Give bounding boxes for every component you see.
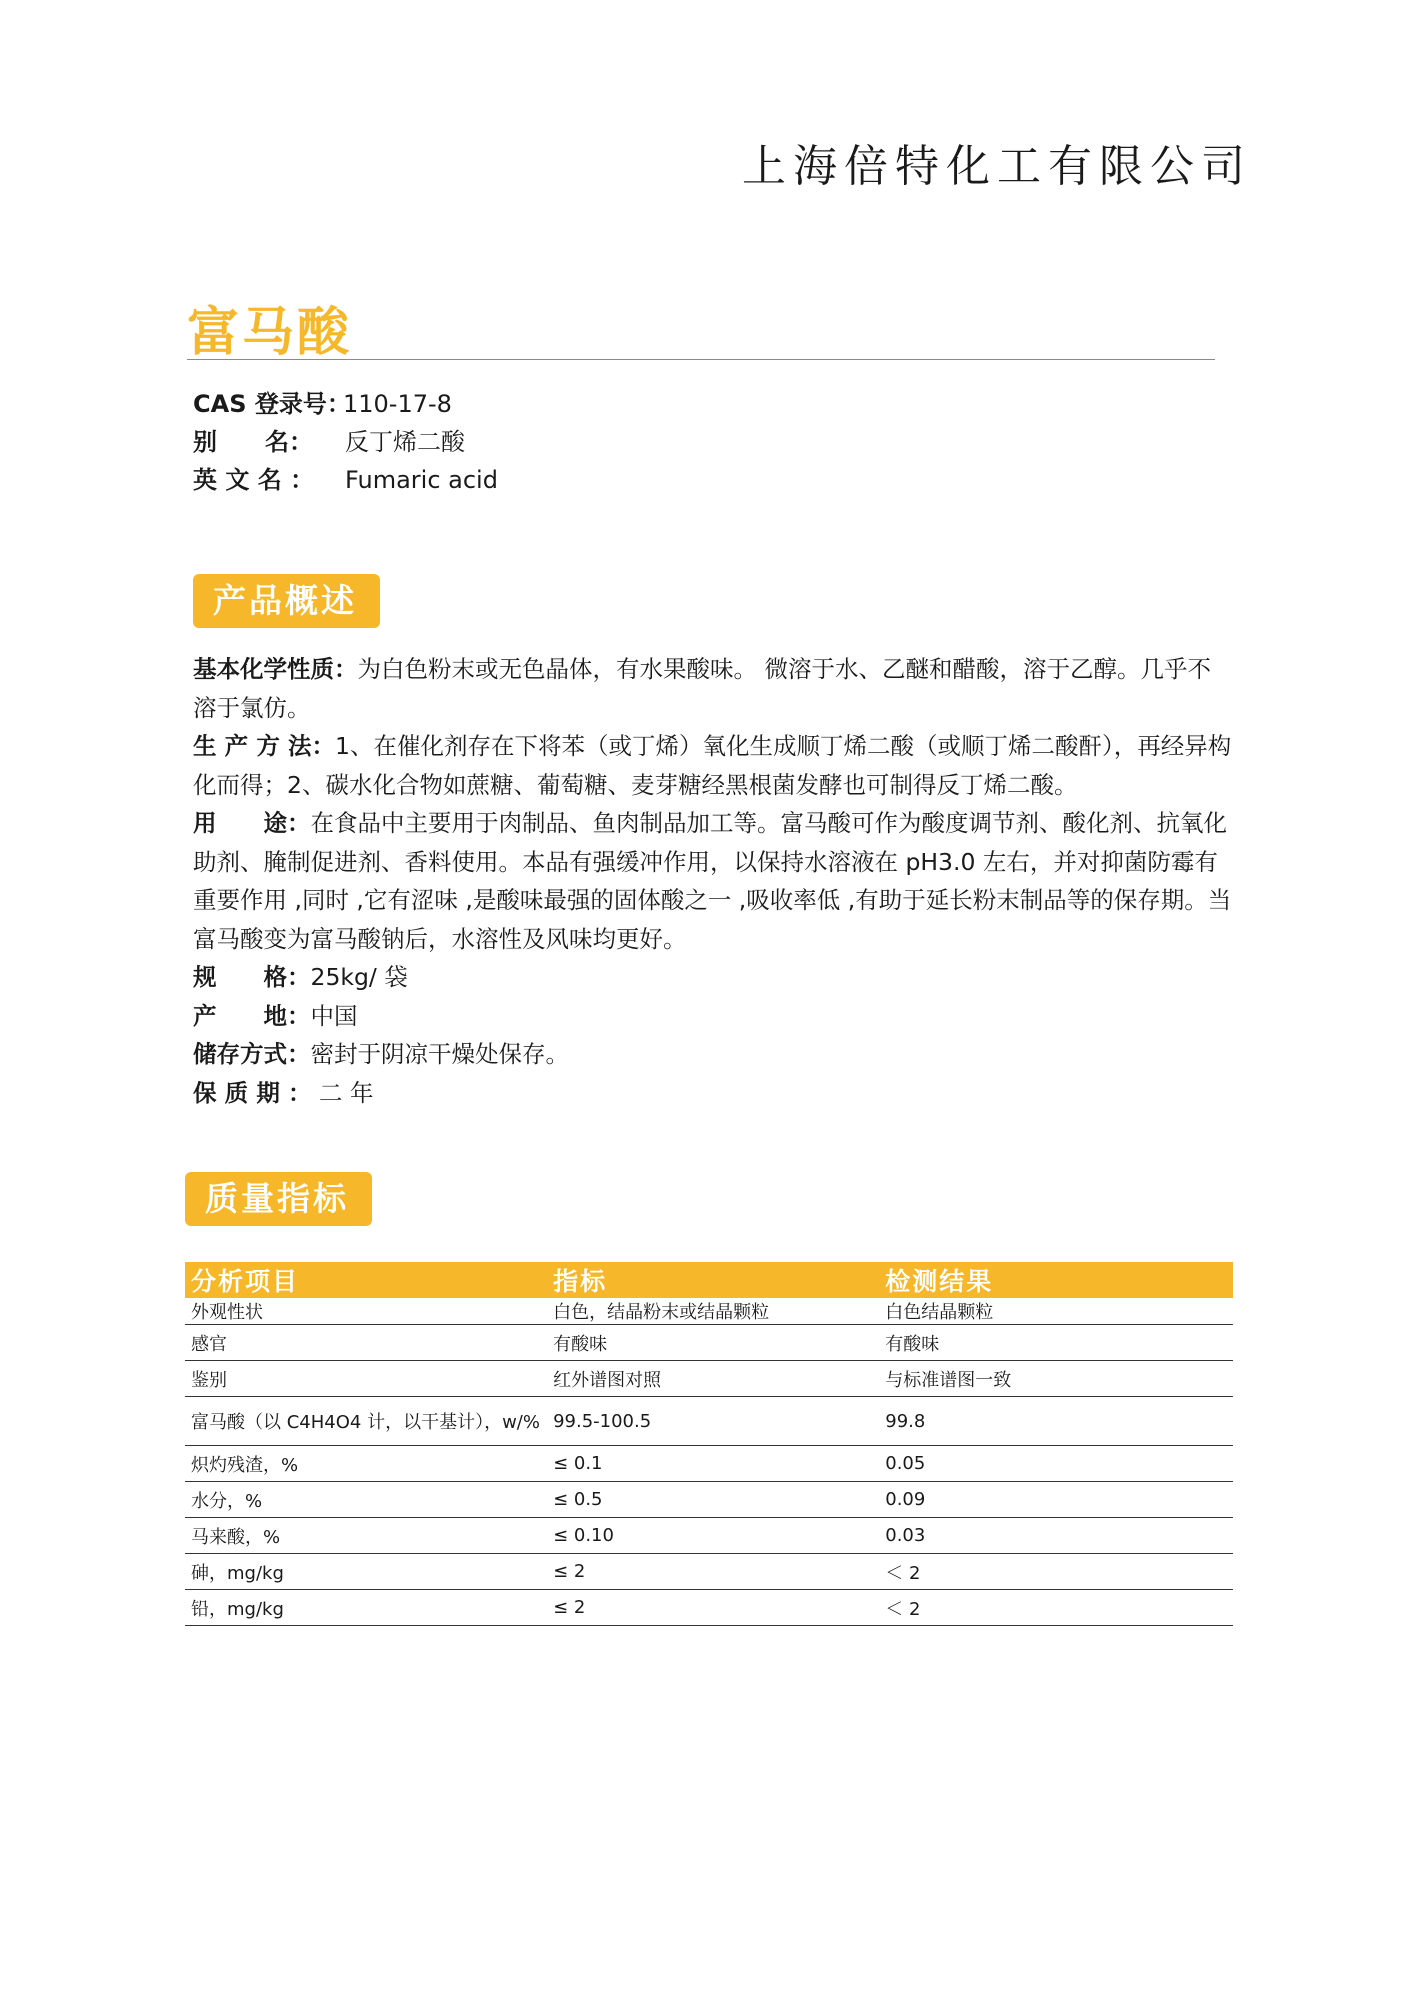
- product-title: 富马酸: [187, 303, 353, 363]
- overview-label: 产 地：: [193, 1001, 311, 1030]
- basic-info: [193, 385, 498, 499]
- table-row: [185, 1518, 1233, 1554]
- alias-label: 别 名：: [193, 428, 313, 456]
- table-row: [185, 1590, 1233, 1626]
- table-cell: 0.03: [879, 1518, 1233, 1554]
- table-cell: 水分，%: [185, 1482, 547, 1518]
- overview-item: [193, 804, 1233, 958]
- english-name-row: [193, 461, 498, 499]
- cas-row: [193, 385, 498, 423]
- overview-value: 在食品中主要用于肉制品、鱼肉制品加工等。富马酸可作为酸度调节剂、酸化剂、抗氧化助剂、腌制促进剂、香料使用。本品有强缓冲作用，以保持水溶液在 pH3.0 左右，并对抑菌防霉有重要作用 ,同时 ,它有涩味 ,是酸味最强的固体酸之一 ,吸收率低 ,有助于延长粉末制品等的保存期。当富马酸变为富马酸钠后，水溶性及风味均更好。: [193, 809, 1232, 953]
- table-row: [185, 1482, 1233, 1518]
- overview-label: 基本化学性质：: [193, 655, 358, 683]
- table-cell: 白色，结晶粉末或结晶颗粒: [547, 1298, 879, 1325]
- overview-item: [193, 727, 1233, 804]
- table-cell: 99.5-100.5: [547, 1397, 879, 1446]
- table-cell: 感官: [185, 1325, 547, 1361]
- overview-item: [193, 958, 1233, 997]
- company-name: 上海倍特化工有限公司: [742, 141, 1252, 192]
- table-cell: 马来酸，%: [185, 1518, 547, 1554]
- table-cell: ≤ 0.5: [547, 1482, 879, 1518]
- english-name-label: 英 文 名 ：: [193, 466, 315, 494]
- overview-label: 用 途：: [193, 809, 311, 837]
- table-cell: 白色结晶颗粒: [879, 1298, 1233, 1325]
- table-row: [185, 1397, 1233, 1446]
- overview-value: 中国: [310, 1001, 358, 1030]
- table-cell: 有酸味: [547, 1325, 879, 1361]
- cas-label: CAS 登录号：: [193, 390, 351, 418]
- table-row: [185, 1446, 1233, 1482]
- cas-value: 110-17-8: [343, 390, 452, 418]
- table-cell: 有酸味: [879, 1325, 1233, 1361]
- column-header-result: 检测结果: [879, 1262, 1233, 1298]
- overview-label: 储存方式：: [193, 1040, 311, 1068]
- table-cell: 99.8: [879, 1397, 1233, 1446]
- overview-item: [193, 1035, 1233, 1074]
- overview-value: 密封于阴凉干燥处保存。: [310, 1040, 569, 1068]
- table-cell: ≤ 2: [547, 1554, 879, 1590]
- overview-value: 二 年: [311, 1078, 374, 1107]
- product-overview: [193, 650, 1233, 1112]
- overview-item: [193, 650, 1233, 727]
- table-row: [185, 1554, 1233, 1590]
- table-header-row: [185, 1262, 1233, 1298]
- table-cell: ≤ 2: [547, 1590, 879, 1626]
- quality-spec-table: [185, 1262, 1233, 1626]
- table-row: [185, 1325, 1233, 1361]
- overview-value: 1、在催化剂存在下将苯（或丁烯）氧化生成顺丁烯二酸（或顺丁烯二酸酐），再经异构化而得；2、碳水化合物如蔗糖、葡萄糖、麦芽糖经黑根菌发酵也可制得反丁烯二酸。: [193, 732, 1232, 799]
- column-header-item: 分析项目: [185, 1262, 547, 1298]
- table-row: [185, 1298, 1233, 1325]
- overview-item: [193, 1074, 1233, 1113]
- overview-item: [193, 997, 1233, 1036]
- table-cell: 富马酸（以 C4H4O4 计，以干基计），w/%: [185, 1397, 547, 1446]
- alias-value: 反丁烯二酸: [345, 428, 465, 456]
- table-cell: 0.09: [879, 1482, 1233, 1518]
- table-cell: ≤ 0.10: [547, 1518, 879, 1554]
- title-divider: [187, 359, 1215, 360]
- overview-label: 生 产 方 法：: [193, 732, 336, 760]
- table-cell: ≤ 0.1: [547, 1446, 879, 1482]
- table-cell: ＜ 2: [879, 1590, 1233, 1626]
- section-tag-overview: 产品概述: [193, 574, 380, 628]
- alias-row: [193, 423, 498, 461]
- table-row: [185, 1361, 1233, 1397]
- overview-label: 保 质 期 ：: [193, 1078, 312, 1107]
- table-cell: 炽灼残渣，%: [185, 1446, 547, 1482]
- table-cell: 铅，mg/kg: [185, 1590, 547, 1626]
- overview-value: 25kg/ 袋: [310, 963, 408, 991]
- section-tag-quality: 质量指标: [185, 1172, 372, 1226]
- table-cell: 红外谱图对照: [547, 1361, 879, 1397]
- column-header-spec: 指标: [547, 1262, 879, 1298]
- table-cell: 外观性状: [185, 1298, 547, 1325]
- table-cell: ＜ 2: [879, 1554, 1233, 1590]
- overview-value: 为白色粉末或无色晶体，有水果酸味。 微溶于水、乙醚和醋酸，溶于乙醇。几乎不溶于氯仿。: [193, 655, 1211, 722]
- table-cell: 砷，mg/kg: [185, 1554, 547, 1590]
- table-cell: 鉴别: [185, 1361, 547, 1397]
- overview-label: 规 格：: [193, 963, 311, 991]
- table-cell: 与标准谱图一致: [879, 1361, 1233, 1397]
- english-name-value: Fumaric acid: [345, 466, 498, 494]
- table-cell: 0.05: [879, 1446, 1233, 1482]
